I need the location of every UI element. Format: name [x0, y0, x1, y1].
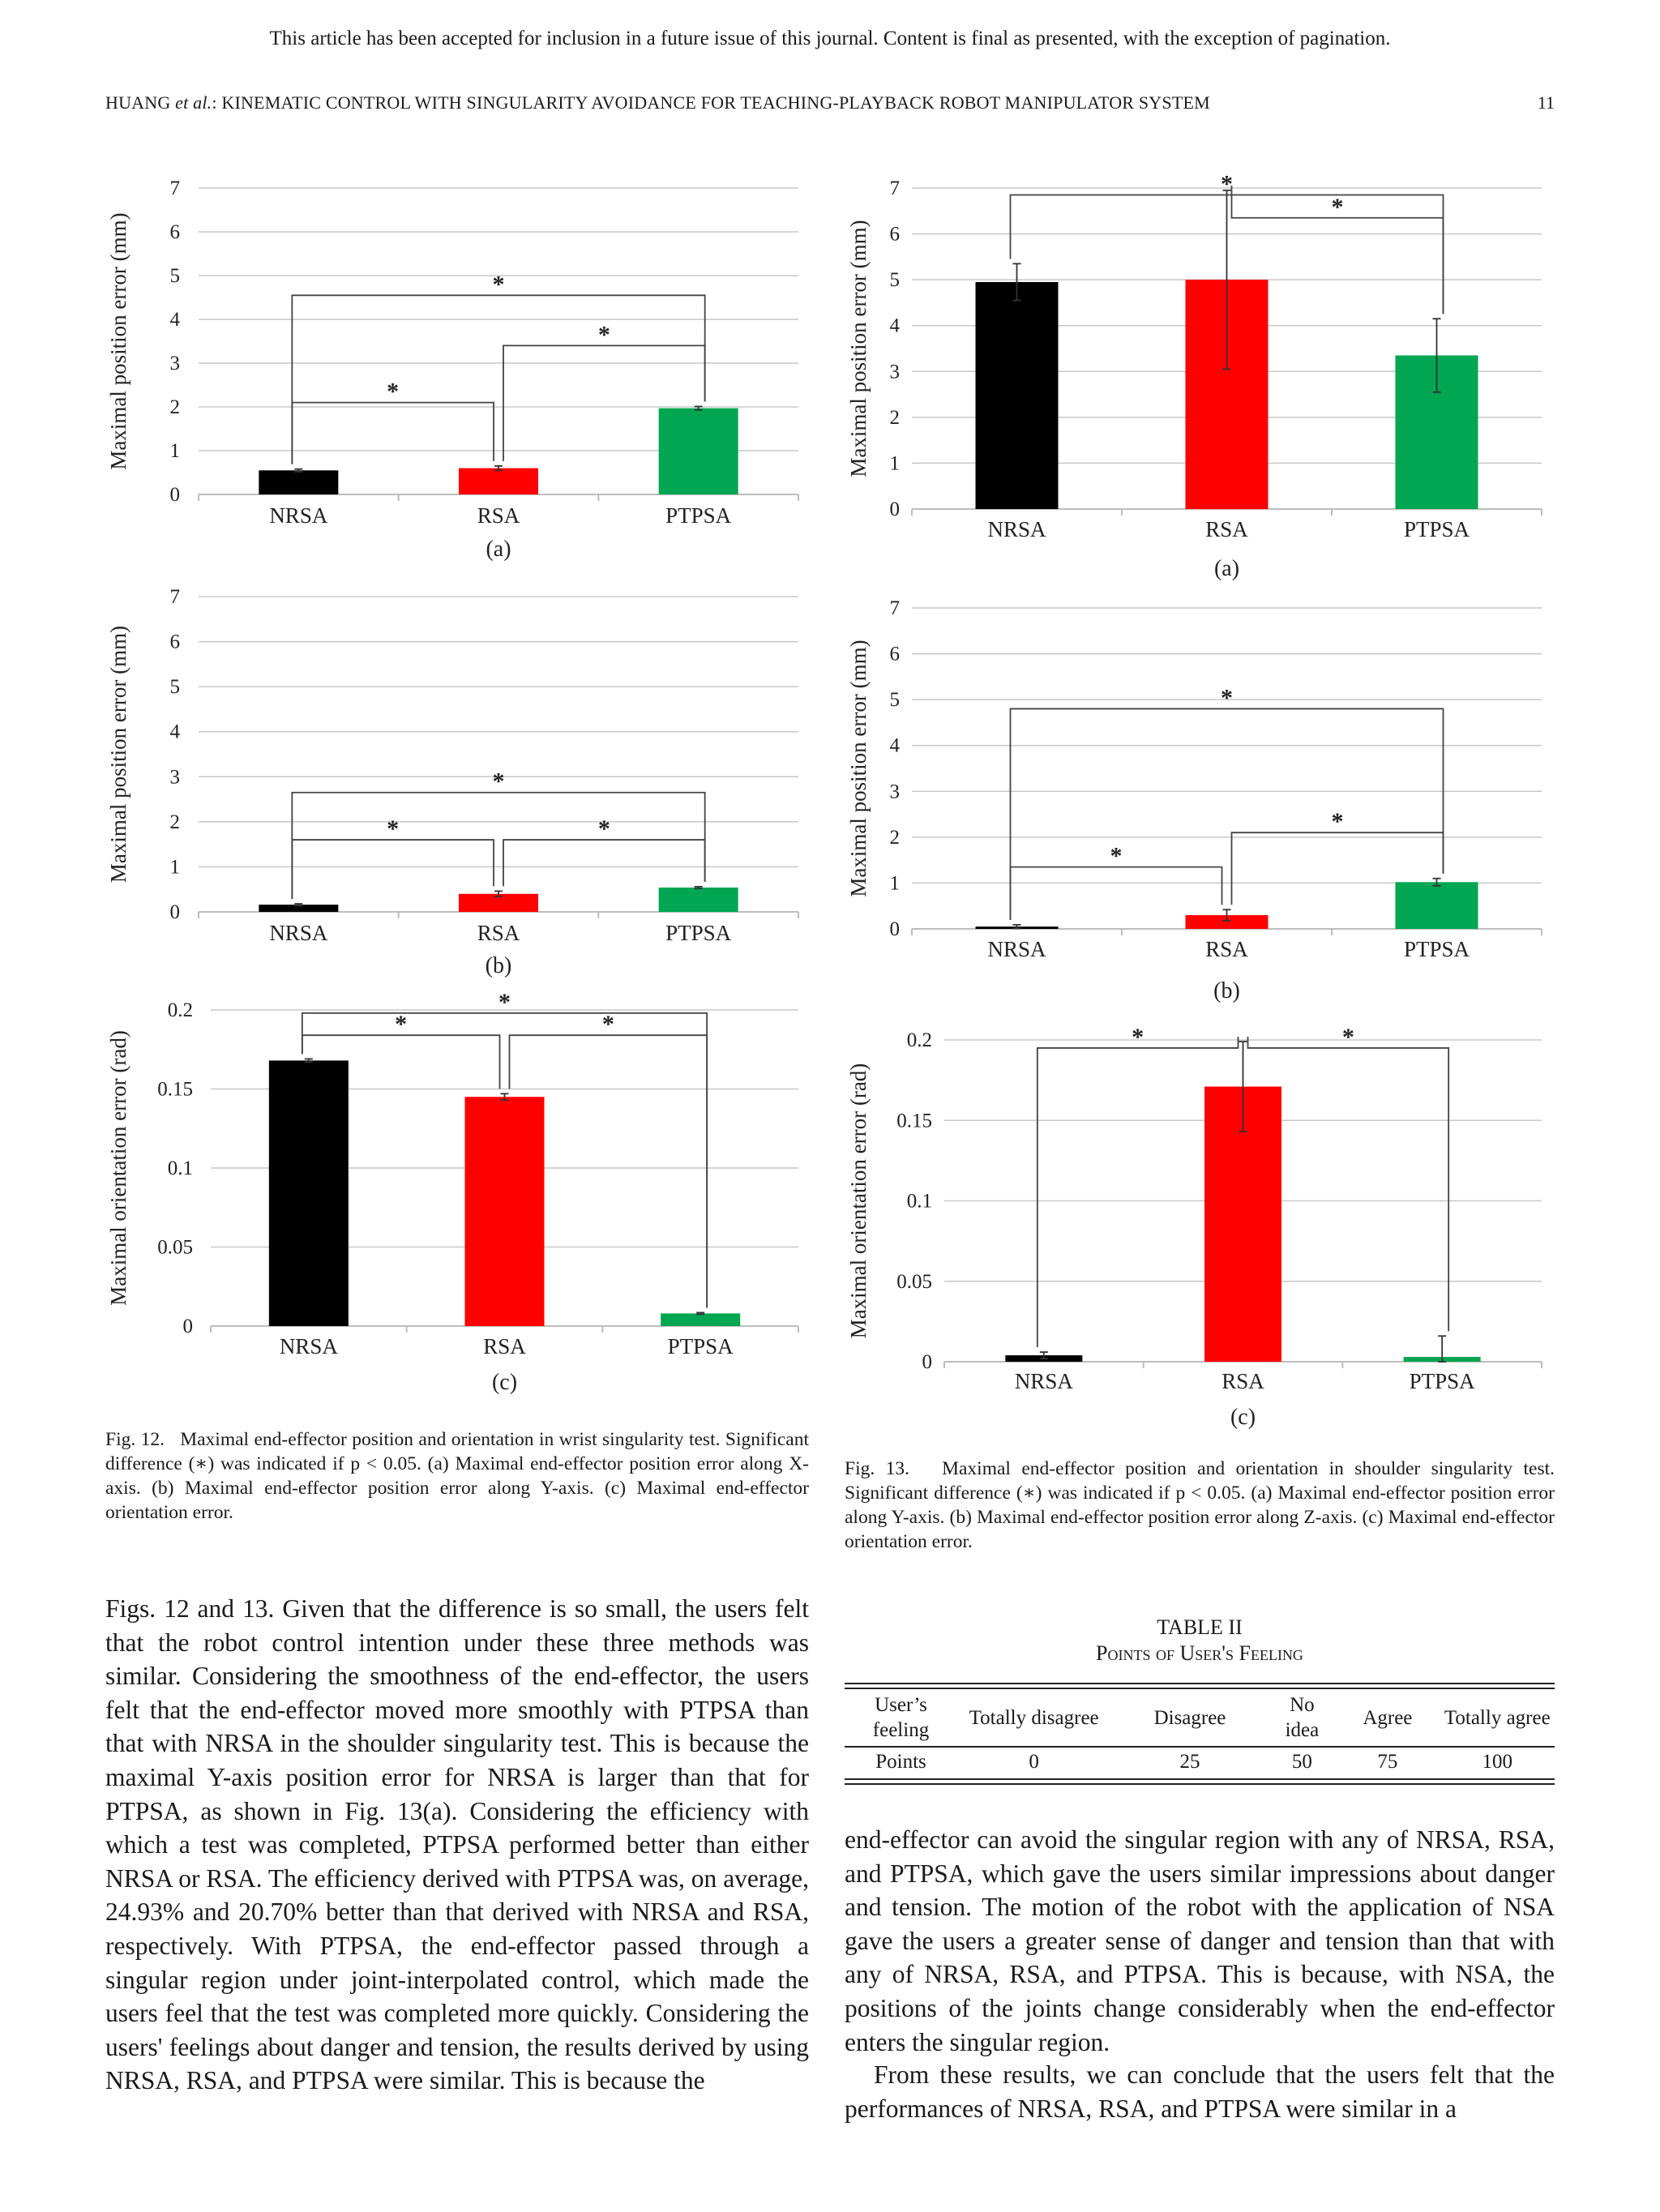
- y-tick-label: 6: [169, 221, 180, 243]
- y-tick-label: 7: [889, 597, 900, 619]
- table-row-label: Points: [875, 1751, 926, 1773]
- y-tick-label: 0.2: [167, 999, 193, 1021]
- significance-star: *: [1341, 1023, 1354, 1050]
- x-tick-label: RSA: [483, 1334, 526, 1358]
- y-tick-label: 1: [889, 452, 900, 475]
- y-tick-label: 0.1: [167, 1157, 193, 1179]
- x-tick-label: NRSA: [269, 921, 328, 945]
- table-cell: 75: [1377, 1751, 1398, 1773]
- significance-star: *: [387, 378, 400, 405]
- significance-star: *: [1132, 1023, 1144, 1050]
- x-tick-label: PTPSA: [665, 921, 732, 945]
- y-tick-label: 3: [169, 766, 180, 789]
- x-tick-label: NRSA: [987, 517, 1046, 541]
- table-bottom-rule-2: [845, 1783, 1555, 1785]
- x-tick-label: RSA: [1205, 517, 1248, 541]
- fig12-caption: [105, 1427, 809, 1525]
- y-tick-label: 3: [889, 781, 900, 803]
- x-tick-label: NRSA: [279, 1334, 338, 1358]
- y-tick-label: 4: [169, 309, 180, 331]
- y-tick-label: 5: [889, 689, 900, 712]
- significance-star: *: [492, 271, 505, 298]
- x-tick-label: RSA: [477, 921, 520, 945]
- y-axis-label: Maximal orientation error (rad): [106, 1030, 130, 1306]
- significance-star: *: [1221, 684, 1233, 712]
- fig13-caption-text: Maximal end-effector position and orientation in shoulder singularity test. Significant difference (∗) was indicated if p < 0.05. (a) Maximal end-effector position error along Y-axis. (b) Maximal end-effector position error along Z-axis. (c) Maximal end-effector orientation error.: [845, 1458, 1555, 1552]
- fig13-caption-label: Fig. 13.: [845, 1458, 909, 1479]
- table-top-rule: [845, 1683, 1555, 1684]
- x-tick-label: NRSA: [987, 937, 1046, 961]
- y-tick-label: 3: [889, 361, 900, 383]
- running-head-authors: HUANG: [105, 92, 176, 113]
- table-header-cell: No idea: [1285, 1694, 1320, 1741]
- table-bottom-rule: [845, 1778, 1555, 1780]
- running-head-title: : KINEMATIC CONTROL WITH SINGULARITY AVOIDANCE FOR TEACHING-PLAYBACK ROBOT MANIPULATOR SYSTEM: [212, 92, 1210, 113]
- x-tick-label: RSA: [477, 503, 520, 528]
- table-mid-rule: [845, 1746, 1555, 1748]
- y-tick-label: 4: [889, 314, 900, 337]
- y-tick-label: 0: [889, 918, 900, 940]
- table-cell: 25: [1179, 1751, 1200, 1773]
- x-tick-label: PTPSA: [667, 1334, 734, 1358]
- y-tick-label: 6: [889, 223, 900, 246]
- y-tick-label: 6: [169, 631, 180, 653]
- y-tick-label: 0: [889, 498, 900, 520]
- y-tick-label: 1: [889, 872, 900, 895]
- significance-star: *: [387, 815, 400, 843]
- y-tick-label: 2: [169, 811, 180, 833]
- y-tick-label: 0: [922, 1351, 932, 1373]
- x-tick-label: PTPSA: [1403, 517, 1470, 541]
- significance-star: *: [1110, 842, 1123, 870]
- table-row: [845, 1749, 1555, 1774]
- x-tick-label: PTPSA: [665, 503, 732, 528]
- table-header-cell: Totally agree: [1444, 1706, 1551, 1729]
- table-header-cell: Agree: [1363, 1706, 1413, 1729]
- x-tick-label: PTPSA: [1403, 937, 1470, 961]
- significance-star: *: [1331, 193, 1344, 220]
- y-tick-label: 0.2: [906, 1029, 932, 1051]
- y-axis-label: Maximal position error (mm): [106, 212, 130, 470]
- right-column-paragraph-2: From these results, we can conclude that the users felt that the performances of NRSA, RSA, and PTPSA were similar in a: [845, 2060, 1555, 2123]
- subfigure-label: (c): [491, 1370, 518, 1395]
- y-tick-label: 4: [169, 721, 180, 743]
- fig12-caption-label: Fig. 12.: [105, 1429, 165, 1450]
- y-tick-label: 1: [169, 856, 180, 879]
- y-axis-label: Maximal position error (mm): [846, 640, 871, 897]
- y-tick-label: 2: [169, 396, 180, 418]
- subfigure-label: (a): [486, 537, 511, 562]
- page-number: 11: [1537, 92, 1555, 113]
- y-tick-label: 0.15: [157, 1078, 193, 1101]
- y-tick-label: 0: [169, 484, 180, 506]
- y-tick-label: 0: [182, 1316, 193, 1337]
- significance-star: *: [597, 321, 610, 349]
- table-title: Points of User's Feeling: [1096, 1641, 1303, 1665]
- subfigure-label: (b): [485, 953, 512, 978]
- table-points-row: [845, 1749, 1555, 1774]
- right-column-paragraph-1: end-effector can avoid the singular region with any of NRSA, RSA, and PTPSA, which gave the users similar impressions about danger and tension. The motion of the robot with the application of NSA gave the users a greater sense of danger and tension than that with any of NRSA, RSA, and PTPSA. This is because, with NSA, the positions of the joints change considerably when the end-effector enters the singular region.: [845, 1825, 1555, 2056]
- table-cell: 50: [1291, 1751, 1312, 1773]
- y-tick-label: 2: [889, 826, 900, 849]
- y-tick-label: 7: [169, 586, 180, 608]
- y-tick-label: 7: [169, 178, 180, 199]
- fig13-caption: [845, 1457, 1555, 1554]
- table-header-cell: Disagree: [1153, 1706, 1226, 1729]
- y-tick-label: 5: [889, 269, 900, 292]
- y-tick-label: 2: [889, 406, 900, 429]
- table-top-rule-2: [845, 1688, 1555, 1689]
- y-tick-label: 0: [169, 901, 180, 923]
- y-tick-label: 0.05: [896, 1270, 932, 1293]
- y-tick-label: 1: [169, 440, 180, 462]
- significance-star: *: [597, 815, 610, 843]
- subfigure-label: (b): [1213, 978, 1240, 1003]
- acceptance-notice: This article has been accepted for inclusion in a future issue of this journal. Content is final as presented, with the exception of pagination.: [269, 28, 1391, 49]
- significance-star: *: [1221, 170, 1233, 198]
- left-column-paragraph: Figs. 12 and 13. Given that the difference is so small, the users felt that the robot control intention under these three methods was similar. Considering the smoothness of the end-effector, the users felt that the end-effector moved more smoothly with PTPSA than that with NRSA in the shoulder singularity test. This is because the maximal Y-axis position error for NRSA is larger than that for PTPSA, as shown in Fig. 13(a). Considering the efficiency with which a test was completed, PTPSA performed better than either NRSA or RSA. The efficiency derived with PTPSA was, on average, 24.93% and 20.70% better than that derived with NRSA and RSA, respectively. With PTPSA, the end-effector passed through a singular region under joint-interpolated control, which made the users feel that the test was completed more quickly. Considering the users' feelings about danger and tension, the results derived by using NRSA, RSA, and PTPSA were similar. This is because the: [105, 1594, 809, 2095]
- y-tick-label: 6: [889, 643, 900, 665]
- x-tick-label: NRSA: [1014, 1369, 1073, 1393]
- table-header-cell: User’s feeling: [872, 1694, 930, 1741]
- table-number: TABLE II: [1157, 1615, 1243, 1639]
- significance-star: *: [492, 768, 505, 795]
- significance-star: *: [395, 1011, 408, 1038]
- table-header-row: [845, 1692, 1555, 1743]
- y-axis-label: Maximal position error (mm): [106, 625, 130, 884]
- significance-star: *: [601, 1011, 614, 1038]
- x-tick-label: PTPSA: [1409, 1369, 1475, 1393]
- y-tick-label: 0.15: [896, 1110, 932, 1132]
- y-tick-label: 5: [169, 265, 180, 287]
- y-tick-label: 3: [169, 353, 180, 374]
- x-tick-label: RSA: [1221, 1369, 1264, 1393]
- significance-star: *: [498, 988, 511, 1016]
- y-tick-label: 0.1: [906, 1190, 932, 1213]
- fig12-caption-text: Maximal end-effector position and orientation in wrist singularity test. Significant difference (∗) was indicated if p < 0.05. (a) Maximal end-effector position error along X-axis. (b) Maximal end-effector position error along Y-axis. (c) Maximal end-effector orientation error.: [105, 1429, 809, 1523]
- y-axis-label: Maximal position error (mm): [846, 220, 871, 477]
- table-points: [845, 1692, 1555, 1743]
- subfigure-label: (c): [1230, 1405, 1256, 1430]
- table-cell: 100: [1482, 1751, 1513, 1773]
- y-tick-label: 5: [169, 676, 180, 699]
- y-tick-label: 4: [889, 734, 900, 757]
- subfigure-label: (a): [1213, 556, 1240, 581]
- table-cell: 0: [1029, 1751, 1039, 1773]
- y-tick-label: 0.05: [157, 1236, 193, 1259]
- x-tick-label: RSA: [1205, 937, 1248, 961]
- y-tick-label: 7: [889, 178, 900, 199]
- running-head-etal: et al.: [175, 92, 212, 113]
- significance-star: *: [1331, 808, 1344, 836]
- table-header-cell: Totally disagree: [969, 1706, 1099, 1729]
- x-tick-label: NRSA: [269, 503, 328, 528]
- y-axis-label: Maximal orientation error (rad): [846, 1063, 871, 1339]
